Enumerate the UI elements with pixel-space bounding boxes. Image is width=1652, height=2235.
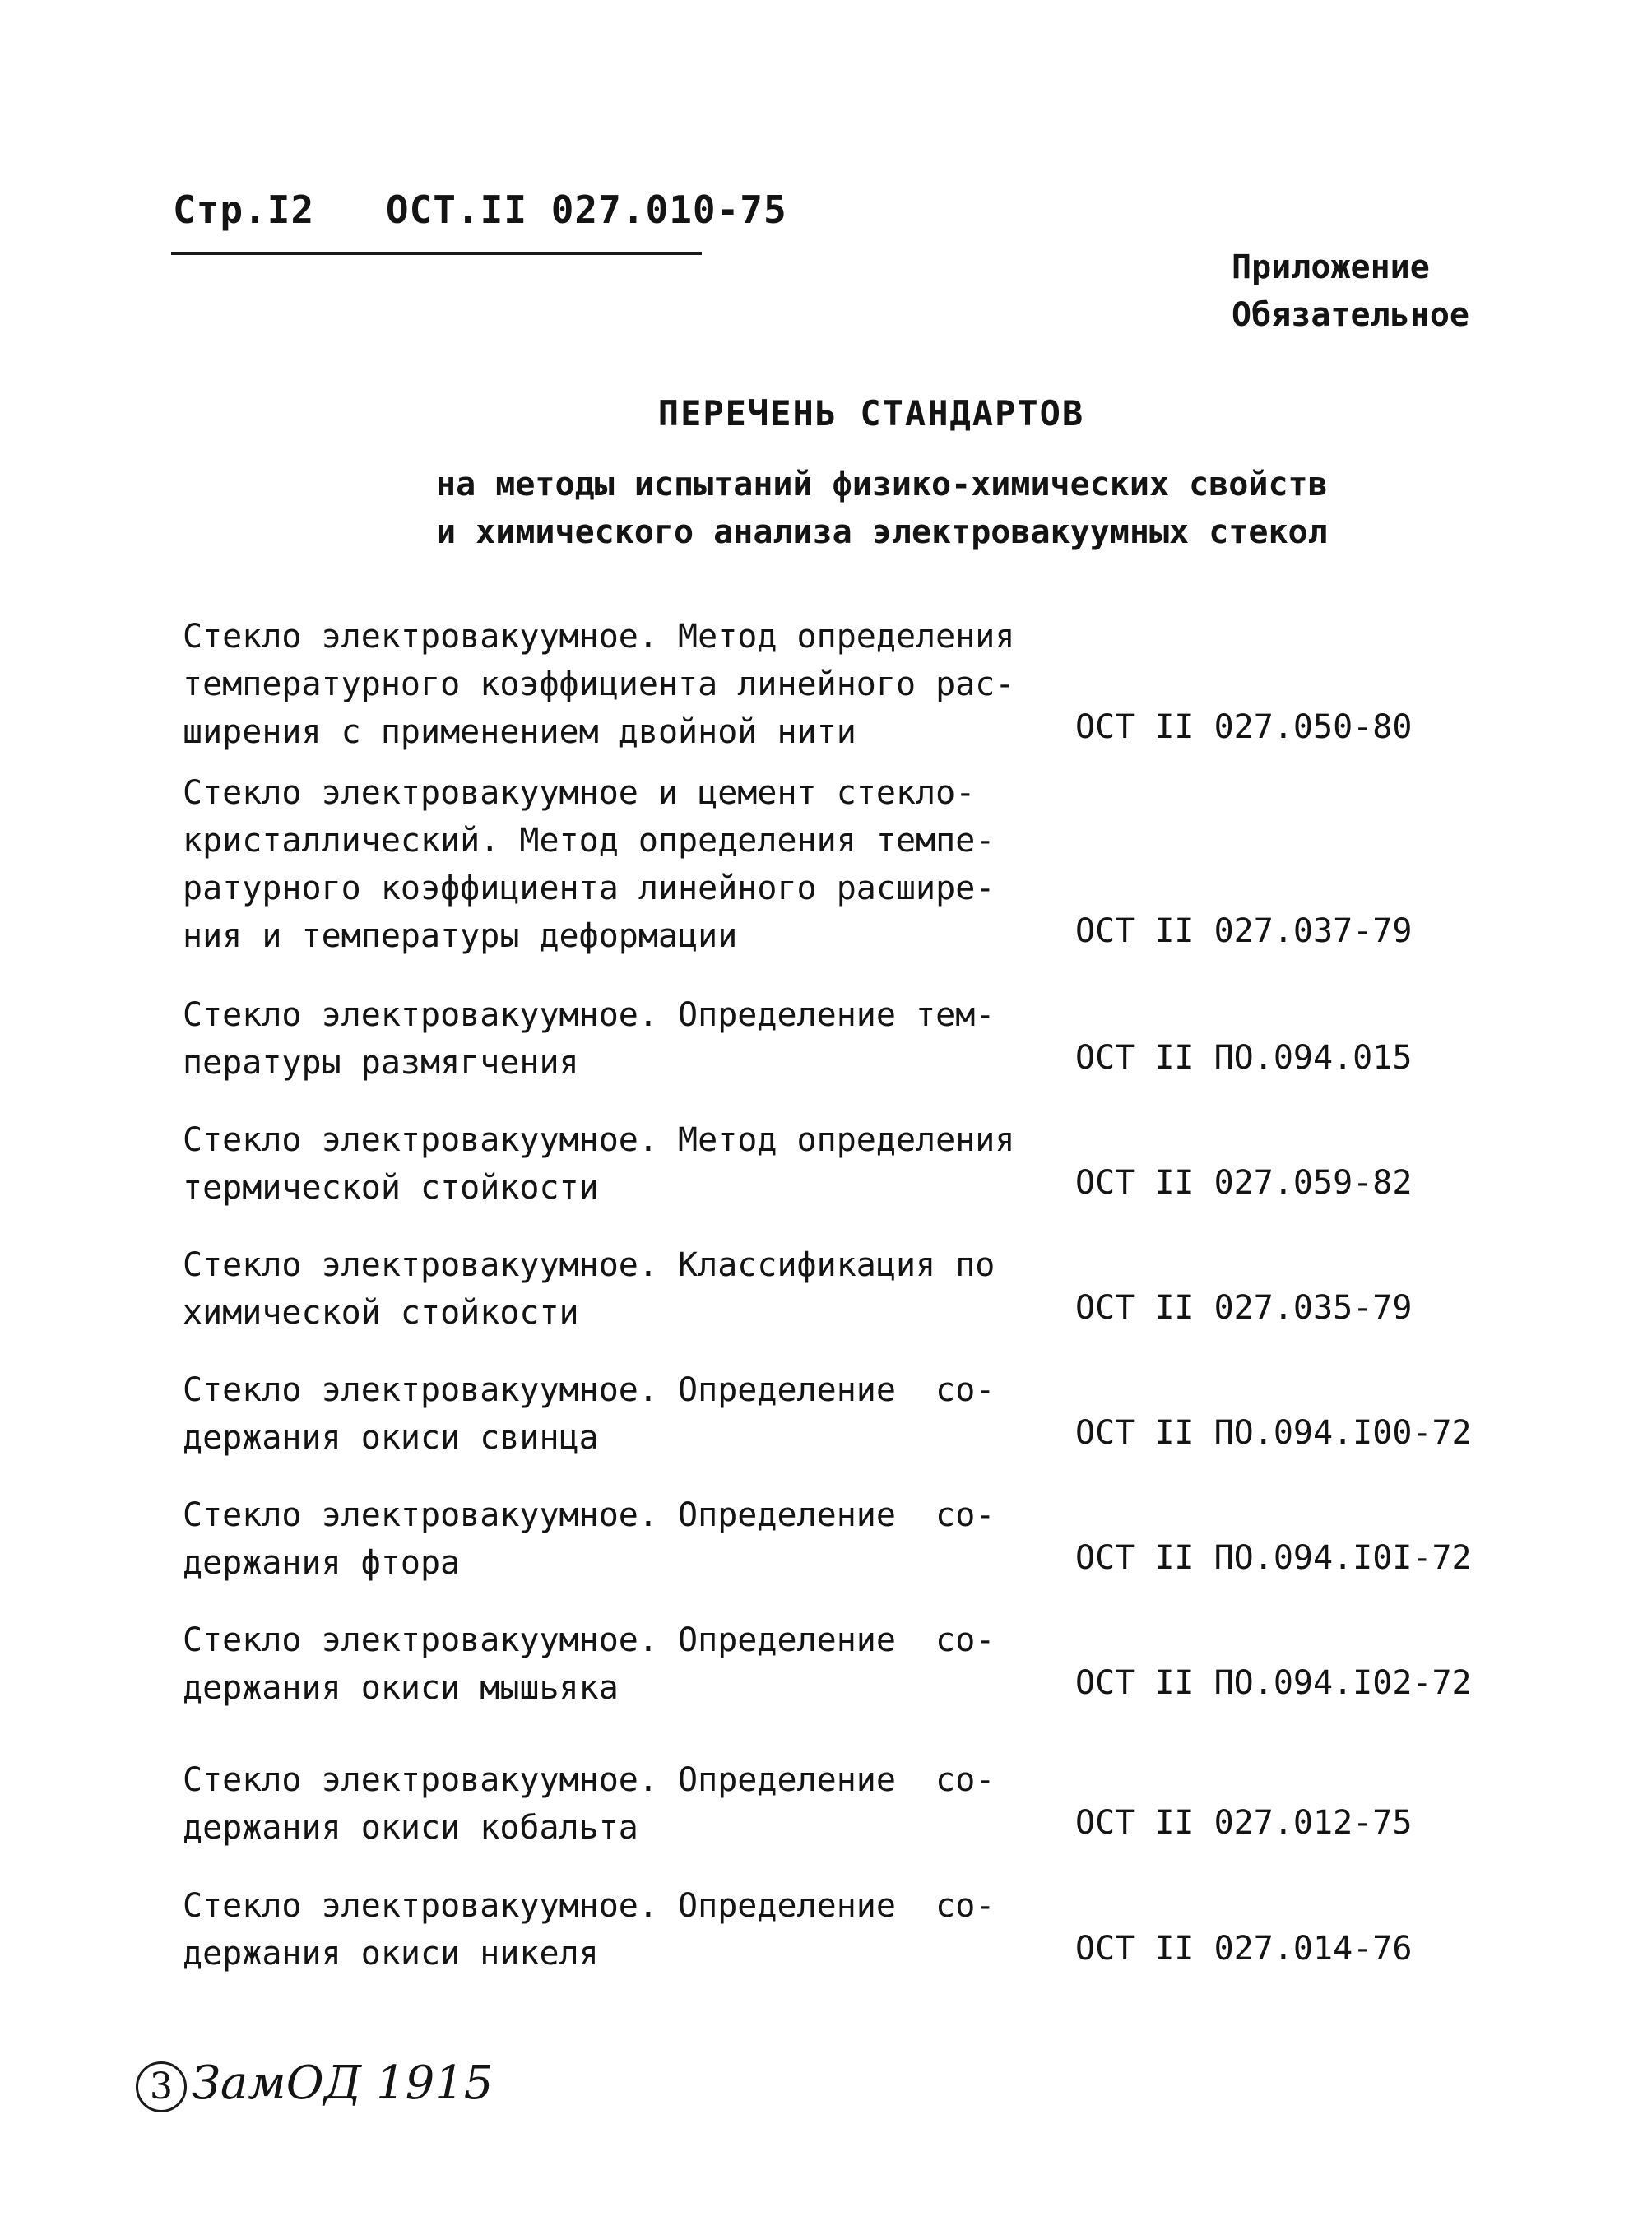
standard-description: Стекло электровакуумное. Определение со- держания окиси кобальта: [183, 1761, 995, 1847]
standard-entry: [183, 769, 1652, 960]
standard-description: Стекло электровакуумное. Определение со- держания окиси никеля: [183, 1887, 995, 1973]
document-subtitle: [436, 461, 1328, 556]
standard-code: ОСТ II 027.035-79: [1075, 1289, 1413, 1327]
standard-description: Стекло электровакуумное. Определение со- держания фтора: [183, 1496, 995, 1582]
appendix-line-1: Приложение: [1232, 248, 1430, 286]
standard-code: ОСТ II ПО.094.I0I-72: [1075, 1539, 1472, 1577]
standard-description: Стекло электровакуумное. Классификация по химической стойкости: [183, 1246, 995, 1332]
standard-description: Стекло электровакуумное. Метод определения термической стойкости: [183, 1121, 1015, 1207]
handwritten-note: [136, 2056, 493, 2112]
page-number: Стр.I2: [173, 188, 315, 232]
standard-code: ОСТ II 027.014-76: [1075, 1930, 1413, 1968]
standard-code: ОСТ II 027.050-80: [1075, 708, 1413, 746]
standard-entry: [183, 1616, 1652, 1712]
standard-description: Стекло электровакуумное. Определение со- держания окиси свинца: [183, 1371, 995, 1457]
appendix-line-2: Обязательное: [1232, 296, 1469, 334]
standard-description: Стекло электровакуумное. Метод определения температурного коэффициента линейного рас- ширения с применением двойной нити: [183, 618, 1015, 751]
standard-entry: [183, 1116, 1652, 1212]
header-rule: [171, 252, 702, 255]
standard-code: ОСТ II 027.012-75: [1075, 1804, 1413, 1842]
standard-entry: [183, 1366, 1652, 1462]
standard-entry: [183, 991, 1652, 1087]
standard-entry: [183, 613, 1652, 756]
standard-entry: [183, 1491, 1652, 1587]
standard-code: ОСТ II 027.059-82: [1075, 1164, 1413, 1202]
subtitle-line-1: на методы испытаний физико-химических свойств: [436, 466, 1328, 503]
standard-entry: [183, 1241, 1652, 1337]
standard-code: ОСТ II 027.037-79: [1075, 912, 1413, 950]
standard-description: Стекло электровакуумное. Определение тем- пературы размягчения: [183, 996, 995, 1082]
standard-code: ОСТ II ПО.094.I02-72: [1075, 1664, 1472, 1702]
standard-code: ОСТ II ПО.094.I00-72: [1075, 1414, 1472, 1452]
circled-number: 3: [136, 2061, 187, 2112]
standard-description: Стекло электровакуумное. Определение со- держания окиси мышьяка: [183, 1621, 995, 1707]
standard-entry: [183, 1756, 1652, 1852]
handwritten-note-text: ЗамОД 1915: [192, 2056, 494, 2110]
standard-code: ОСТ II ПО.094.015: [1075, 1039, 1413, 1077]
appendix-label: [1232, 243, 1469, 339]
page-header: [173, 188, 787, 232]
subtitle-line-2: и химического анализа электровакуумных стекол: [436, 513, 1328, 551]
standard-entry: [183, 1882, 1652, 1978]
document-code: ОСТ.II 027.010-75: [385, 188, 787, 232]
standard-description: Стекло электровакуумное и цемент стекло- кристаллический. Метод определения темпе- ратурного коэффициента линейного расшире- ния и температуры деформации: [183, 774, 995, 955]
document-title: ПЕРЕЧЕНЬ СТАНДАРТОВ: [657, 393, 1085, 434]
